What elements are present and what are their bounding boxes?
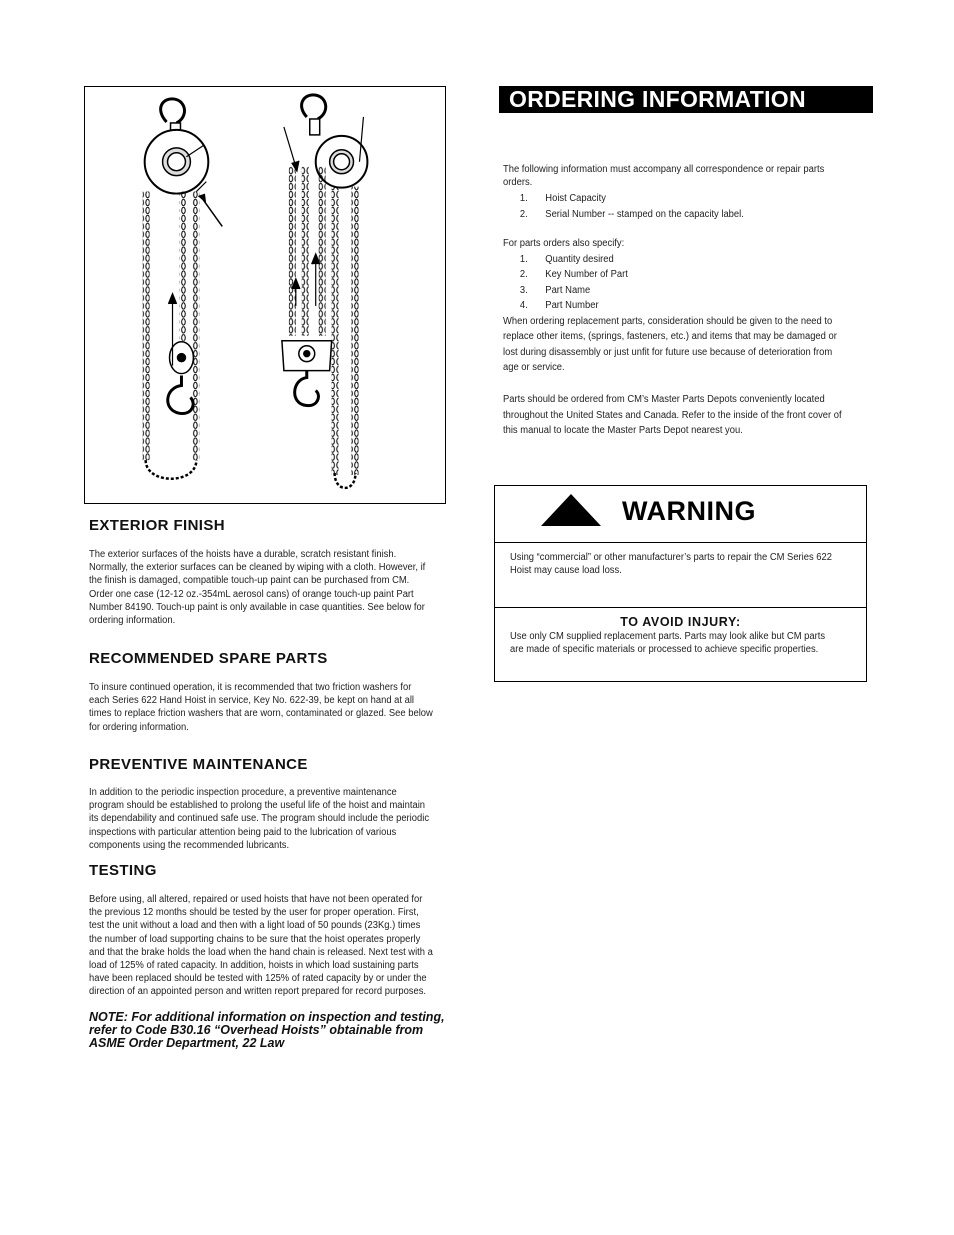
replacement-parts-text: When ordering replacement parts, consideration should be given to the need to replace other items, (springs, fasteners, etc.) and items that may be damaged or lost during disassembly or just unfit for future use because of deterioration from age or service. [503, 315, 837, 374]
list-item: 1. Hoist Capacity [519, 193, 606, 205]
spare-parts-heading: RECOMMENDED SPARE PARTS [89, 650, 328, 667]
testing-heading: TESTING [89, 862, 157, 879]
spare-parts-text: To insure continued operation, it is recommended that two friction washers for each Series 622 Hand Hoist in service, Key No. 622-39, be kept on hand at all times to replace friction washers that are worn, contaminated or glazed. See below for ordering information. [89, 682, 433, 733]
list-item: 2. Serial Number -- stamped on the capacity label. [519, 208, 744, 220]
avoid-injury-section [495, 608, 866, 656]
warning-text: Using “commercial” or other manufacturer’s parts to repair the CM Series 622 Hoist may cause load loss. [510, 552, 832, 577]
warning-triangle-icon [541, 494, 601, 526]
ordering-information-banner: ORDERING INFORMATION [499, 86, 873, 113]
avoid-injury-text: Use only CM supplied replacement parts. Parts may look alike but CM parts are made of specific materials or processed to achieve specific properties. [510, 631, 826, 656]
preventive-maintenance-text: In addition to the periodic inspection procedure, a preventive maintenance program should be established to prolong the useful life of the hoist and maintain its dependability and continued safe use. The program should include the periodic inspections with particular attention being paid to the lubrication of various components using the recommended lubricants. [89, 787, 430, 851]
preventive-maintenance-heading: PREVENTIVE MAINTENANCE [89, 756, 308, 773]
list-item: 4. Part Number [519, 300, 599, 312]
single-fall-hoist [143, 99, 223, 479]
exterior-finish-heading: EXTERIOR FINISH [89, 517, 226, 534]
list-item: 2. Key Number of Part [519, 269, 628, 281]
parts-orders-intro: For parts orders also specify: [503, 238, 625, 250]
list-item: 3. Part Name [519, 284, 591, 296]
asme-note: NOTE: For additional information on inspection and testing, refer to Code B30.16 “Overhead Hoists” obtainable from ASME Order Department, 22 Law [89, 1010, 445, 1050]
hoist-diagram-svg [85, 87, 445, 503]
avoid-injury-heading: TO AVOID INJURY: [620, 615, 741, 629]
ordering-information-body [503, 163, 868, 439]
ordering-intro: The following information must accompany all correspondence or repair parts orders. [503, 164, 825, 189]
parts-info-list [503, 252, 868, 314]
list-item: 1. Quantity desired [519, 253, 614, 265]
warning-header [495, 486, 866, 543]
hoist-illustration [84, 86, 446, 504]
warning-title: WARNING [622, 496, 756, 526]
required-info-list [503, 191, 868, 222]
warning-box [494, 485, 867, 682]
testing-text: Before using, all altered, repaired or used hoists that have not been operated for the previous 12 months should be tested by the user for proper operation. First, test the unit without a load and then with a light load of 50 pounds (23Kg.) times the number of load supporting chains to be sure that the hoist operates properly and that the brake holds the load when the hand chain is released. Next test with a load of 125% of rated capacity. In addition, hoists in which load sustaining parts have been replaced should be tested with 125% of rated capacity by or under the direction of an appointed person and written report prepared for record purposes. [89, 894, 433, 998]
double-fall-hoist [282, 95, 368, 488]
warning-message [495, 543, 866, 608]
master-parts-depot-text: Parts should be ordered from CM’s Master Parts Depots conveniently located throughout the United States and Canada. Refer to the inside of the front cover of this manual to locate the Master Parts Depot nearest you. [503, 393, 842, 437]
exterior-finish-text: The exterior surfaces of the hoists have a durable, scratch resistant finish. Normally, the exterior surfaces can be cleaned by wiping with a cloth. However, if the finish is damaged, compatible touch-up paint can be purchased from CM. Order one case (12-12 oz.-354mL aerosol cans) of orange touch-up paint Part Number 84190. Touch-up paint is only available in case quantities. See below for ordering information. [89, 549, 426, 627]
